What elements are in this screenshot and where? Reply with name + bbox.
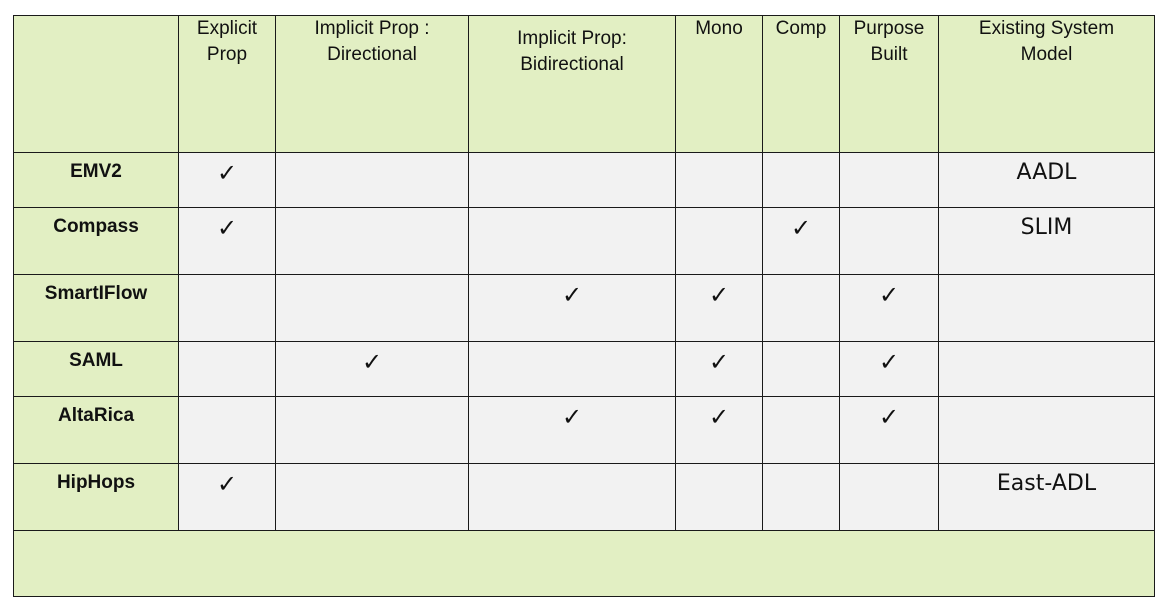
header-mono: Mono (676, 16, 763, 153)
header-explicit-prop: Explicit Prop (179, 16, 276, 153)
table-row (14, 153, 1155, 208)
table-row (14, 464, 1155, 531)
cell-mono: ✓ (676, 275, 763, 342)
cell-model (939, 342, 1155, 397)
cell-explicit: ✓ (179, 464, 276, 531)
cell-purpose: ✓ (840, 275, 939, 342)
cell-directional: ✓ (276, 342, 469, 397)
row-label: HipHops (14, 464, 179, 531)
cell-model: SLIM (939, 208, 1155, 275)
cell-directional (276, 208, 469, 275)
cell-mono (676, 153, 763, 208)
cell-explicit (179, 342, 276, 397)
cell-purpose (840, 464, 939, 531)
header-corner (14, 16, 179, 153)
cell-bidirectional (469, 342, 676, 397)
header-implicit-directional: Implicit Prop : Directional (276, 16, 469, 153)
cell-purpose: ✓ (840, 397, 939, 464)
cell-bidirectional: ✓ (469, 275, 676, 342)
cell-purpose: ✓ (840, 342, 939, 397)
cell-directional (276, 464, 469, 531)
row-label: EMV2 (14, 153, 179, 208)
row-label: AltaRica (14, 397, 179, 464)
header-row (14, 16, 1155, 153)
cell-mono (676, 464, 763, 531)
header-existing-model: Existing System Model (939, 16, 1155, 153)
cell-model: East-ADL (939, 464, 1155, 531)
cell-purpose (840, 153, 939, 208)
cell-explicit (179, 275, 276, 342)
cell-explicit: ✓ (179, 153, 276, 208)
cell-directional (276, 397, 469, 464)
cell-bidirectional (469, 153, 676, 208)
cell-mono: ✓ (676, 397, 763, 464)
table-row (14, 208, 1155, 275)
cell-bidirectional: ✓ (469, 397, 676, 464)
row-label: Compass (14, 208, 179, 275)
cell-model (939, 397, 1155, 464)
header-comp: Comp (763, 16, 840, 153)
cell-comp (763, 397, 840, 464)
comparison-table (13, 15, 1155, 597)
cell-comp (763, 275, 840, 342)
table-row (14, 397, 1155, 464)
cell-mono: ✓ (676, 342, 763, 397)
cell-comp: ✓ (763, 208, 840, 275)
cell-model (939, 275, 1155, 342)
cell-bidirectional (469, 208, 676, 275)
header-implicit-bidirectional: Implicit Prop: Bidirectional (469, 16, 676, 153)
cell-explicit (179, 397, 276, 464)
cell-model: AADL (939, 153, 1155, 208)
cell-explicit: ✓ (179, 208, 276, 275)
row-label: SmartIFlow (14, 275, 179, 342)
cell-comp (763, 342, 840, 397)
table-row (14, 342, 1155, 397)
header-purpose-built: Purpose Built (840, 16, 939, 153)
row-label: SAML (14, 342, 179, 397)
cell-comp (763, 153, 840, 208)
cell-directional (276, 153, 469, 208)
cell-directional (276, 275, 469, 342)
cell-purpose (840, 208, 939, 275)
cell-mono (676, 208, 763, 275)
cell-comp (763, 464, 840, 531)
table-row (14, 275, 1155, 342)
footer-row (14, 531, 1155, 597)
cell-bidirectional (469, 464, 676, 531)
footer-cell (14, 531, 1155, 597)
